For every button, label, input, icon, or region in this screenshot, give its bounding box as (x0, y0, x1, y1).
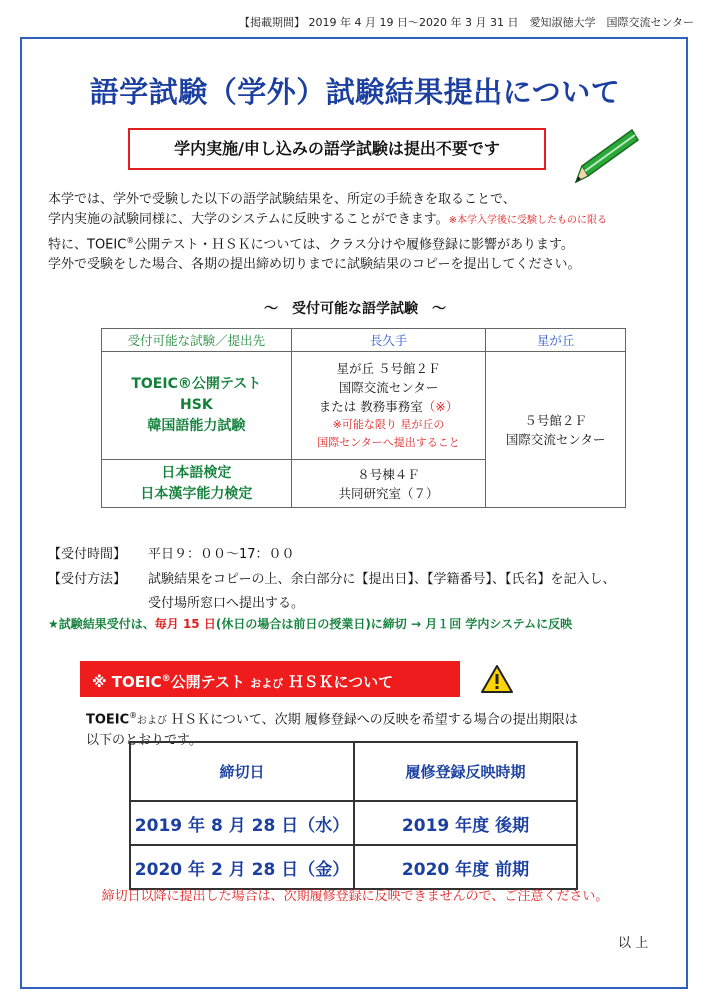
intro-line-4: 学外で受験をした場合、各期の提出締め切りまでに試験結果のコピーを提出してください。 (48, 257, 581, 273)
closing-mark: 以 上 (618, 936, 649, 951)
row2-tests: 日本語検定 日本漢字能力検定 (102, 460, 292, 508)
header-deadline: 締切日 (130, 742, 354, 801)
reception-method-line2: 受付場所窓口へ提出する。 (148, 596, 305, 611)
deadline-date: 2020 年 2 月 28 日（金） (130, 845, 354, 889)
pencil-icon (568, 126, 640, 186)
table-row (130, 801, 577, 845)
hoshigaoka-location: ５号館２Ｆ 国際交流センター (486, 352, 626, 508)
deadline-date: 2019 年 8 月 28 日（水） (130, 801, 354, 845)
table-row (130, 845, 577, 889)
accepted-tests-table (101, 328, 626, 508)
table-row (102, 352, 626, 460)
deadline-header-row (130, 742, 577, 801)
page-title: 語学試験（学外）試験結果提出について (89, 75, 621, 109)
table-header-row (102, 329, 626, 352)
row2-nagakute: ８号棟４Ｆ 共同研究室（７） (291, 460, 486, 508)
section-heading: ～ 受付可能な語学試験 ～ (264, 301, 446, 317)
no-submission-notice: 学内実施/申し込みの語学試験は提出不要です (128, 128, 546, 170)
header-test-destination: 受付可能な試験／提出先 (102, 329, 292, 352)
row1-nagakute: 星が丘 ５号館２Ｆ 国際交流センター または 教務事務室（※） ※可能な限り 星が丘の 国際センターへ提出すること (291, 352, 486, 460)
reflection-period: 2020 年度 前期 (354, 845, 577, 889)
warning-icon (480, 664, 514, 694)
reception-method: 【受付方法】 試験結果をコピーの上、余白部分に【提出日】、【学籍番号】、【氏名】を記入し、 (48, 572, 616, 587)
toeic-hsk-banner: ※ TOEIC®公開テスト および ＨＳＫについて (80, 661, 460, 697)
intro-line-2: 学内実施の試験同様に、大学のシステムに反映することができます。※本学入学後に受験したものに限る (48, 212, 608, 227)
deadline-table (129, 741, 578, 890)
intro-line-2-note: ※本学入学後に受験したものに限る (448, 215, 608, 226)
reflection-period: 2019 年度 後期 (354, 801, 577, 845)
posting-period: 【掲載期間】 2019 年 4 月 19 日～2020 年 3 月 31 日 愛知淑徳大学 国際交流センター (239, 16, 694, 29)
intro-text (48, 190, 668, 275)
monthly-deadline-note: ★試験結果受付は、毎月 15 日(休日の場合は前日の授業日)に締切 → 月１回 学内システムに反映 (48, 617, 573, 631)
intro-line-3: 特に、TOEIC®公開テスト・ＨＳＫについては、クラス分けや履修登録に影響があります。 (48, 236, 574, 253)
reception-time: 【受付時間】 平日９：００～17：００ (48, 547, 295, 562)
toeic-hsk-description: TOEIC®および ＨＳＫについて、次期 履修登録への反映を希望する場合の提出期限は 以下のとおりです。 (86, 711, 578, 749)
late-submission-warning: 締切日以降に提出した場合は、次期履修登録に反映できませんので、ご注意ください。 (101, 889, 609, 904)
header-reflection-period: 履修登録反映時期 (354, 742, 577, 801)
header-nagakute: 長久手 (291, 329, 486, 352)
intro-line-1: 本学では、学外で受験した以下の語学試験結果を、所定の手続きを取ることで、 (48, 192, 516, 207)
row1-tests: TOEIC®公開テスト HSK 韓国語能力試験 (102, 352, 292, 460)
header-hoshigaoka: 星が丘 (486, 329, 626, 352)
